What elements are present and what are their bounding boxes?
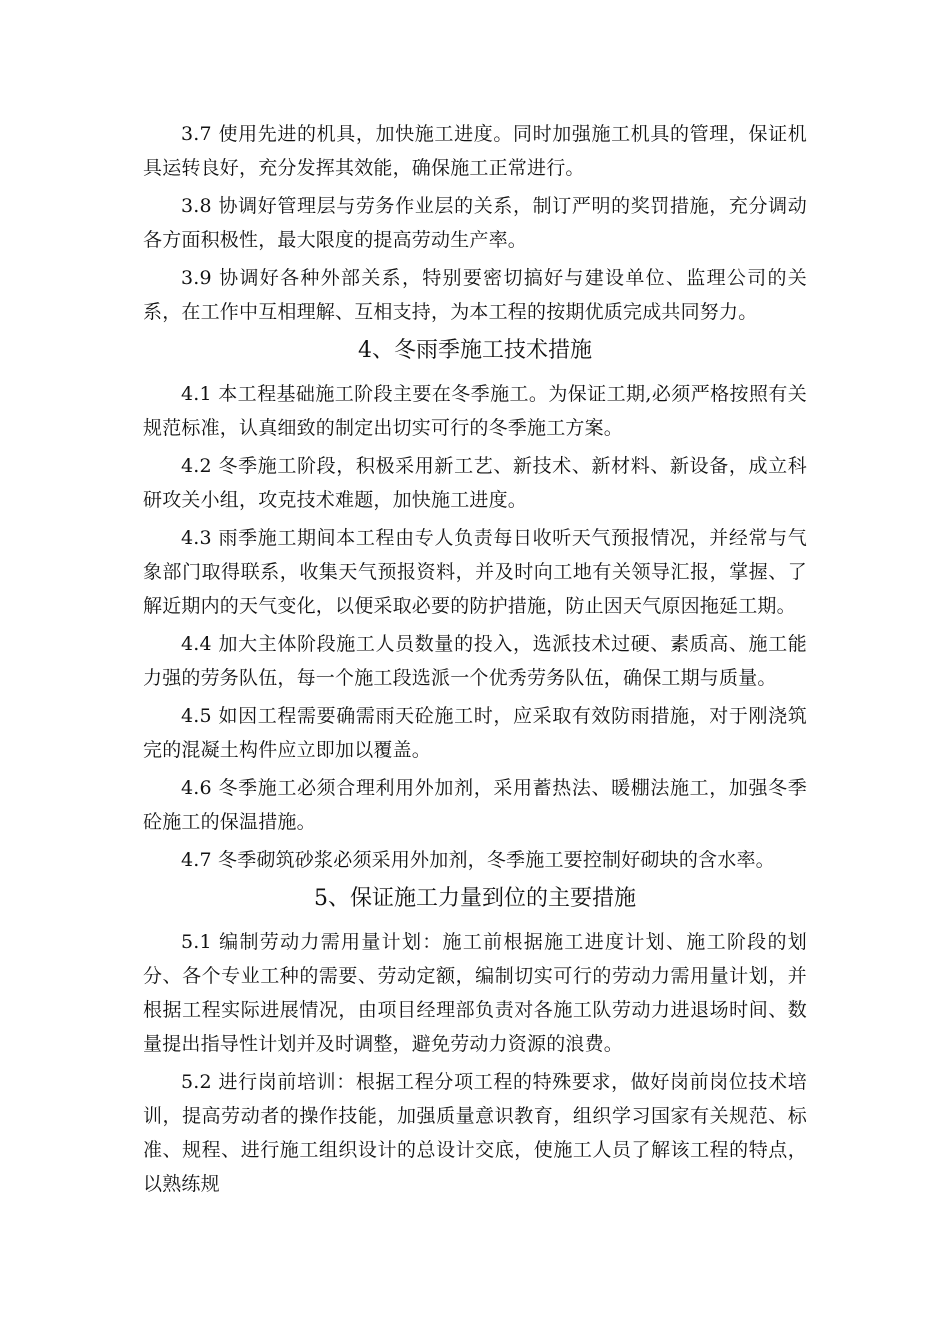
paragraph-5-2: 5.2 进行岗前培训：根据工程分项工程的特殊要求，做好岗前岗位技术培训，提高劳动者的操作技能，加强质量意识教育，组织学习国家有关规范、标准、规程、进行施工组织设计的总设计交底，使施工人员了解该工程的特点，以熟练规 (143, 1071, 807, 1195)
paragraph-4-5: 4.5 如因工程需要确需雨天砼施工时，应采取有效防雨措施，对于刚浇筑完的混凝土构件应立即加以覆盖。 (143, 705, 807, 761)
paragraph-4-4: 4.4 加大主体阶段施工人员数量的投入，选派技术过硬、素质高、施工能力强的劳务队伍，每一个施工段选派一个优秀劳务队伍，确保工期与质量。 (143, 633, 807, 689)
section-heading-5: 5、保证施工力量到位的主要措施 (314, 886, 636, 911)
paragraph-4-7: 4.7 冬季砌筑砂浆必须采用外加剂，冬季施工要控制好砌块的含水率。 (181, 849, 775, 871)
paragraph-5-1: 5.1 编制劳动力需用量计划：施工前根据施工进度计划、施工阶段的划分、各个专业工种的需要、劳动定额，编制切实可行的劳动力需用量计划，并根据工程实际进展情况，由项目经理部负责对各施工队劳动力进退场时间、数量提出指导性计划并及时调整，避免劳动力资源的浪费。 (143, 931, 807, 1055)
paragraph-4-6: 4.6 冬季施工必须合理利用外加剂，采用蓄热法、暖棚法施工，加强冬季砼施工的保温措施。 (143, 777, 807, 833)
paragraph-3-8: 3.8 协调好管理层与劳务作业层的关系，制订严明的奖罚措施，充分调动各方面积极性，最大限度的提高劳动生产率。 (143, 195, 807, 251)
paragraph-3-9: 3.9 协调好各种外部关系，特别要密切搞好与建设单位、监理公司的关系，在工作中互相理解、互相支持，为本工程的按期优质完成共同努力。 (143, 267, 807, 323)
paragraph-4-1: 4.1 本工程基础施工阶段主要在冬季施工。为保证工期,必须严格按照有关规范标准，认真细致的制定出切实可行的冬季施工方案。 (143, 383, 807, 439)
document-page (143, 117, 807, 1205)
section-heading-4: 4、冬雨季施工技术措施 (358, 338, 592, 363)
paragraph-4-2: 4.2 冬季施工阶段，积极采用新工艺、新技术、新材料、新设备，成立科研攻关小组，攻克技术难题，加快施工进度。 (143, 455, 807, 511)
paragraph-4-3: 4.3 雨季施工期间本工程由专人负责每日收听天气预报情况，并经常与气象部门取得联系，收集天气预报资料，并及时向工地有关领导汇报，掌握、了解近期内的天气变化，以便采取必要的防护措施，防止因天气原因拖延工期。 (143, 527, 807, 617)
paragraph-3-7: 3.7 使用先进的机具，加快施工进度。同时加强施工机具的管理，保证机具运转良好，充分发挥其效能，确保施工正常进行。 (143, 123, 807, 179)
